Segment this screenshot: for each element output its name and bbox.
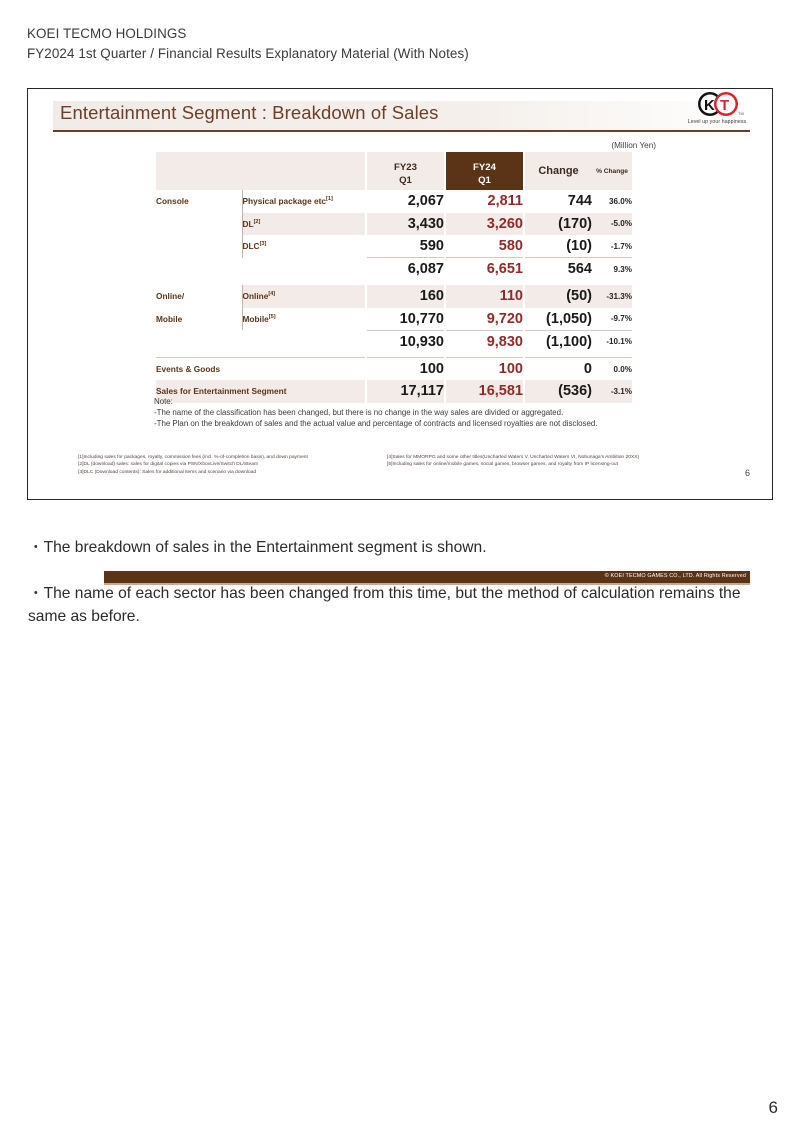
table-header-row [156,152,632,190]
row-change-value: (50) [524,285,592,308]
notes-block [154,396,597,430]
row-item-footnote-marker: [5] [268,313,276,320]
document-subtitle: FY2024 1st Quarter / Financial Results Explanatory Material (With Notes) [27,46,469,61]
footnotes-right [387,454,639,469]
header-fy24 [445,152,524,190]
footnotes-left [78,454,308,476]
table-body [156,190,632,403]
table-row [156,330,632,353]
header-fy23 [366,152,445,190]
table-row [156,235,632,258]
row-fy24-value: 100 [445,358,524,381]
body-commentary [28,536,776,628]
row-fy23-value: 17,117 [366,380,445,403]
row-change-value: 0 [524,358,592,381]
row-pct-change-value: -31.3% [592,285,632,308]
table-row [156,258,632,281]
header-pct-change: % Change [592,152,632,190]
row-item-label: Online [242,291,269,302]
header-fy23-year: FY23 [394,161,417,173]
kt-logo [674,91,760,131]
row-pct-change-value: -9.7% [592,308,632,331]
company-name: KOEI TECMO HOLDINGS [27,26,187,41]
row-item-label: Physical package etc [242,196,326,207]
row-item-footnote-marker: [3] [259,241,267,248]
footnote-line: [5]Including sales for online/mobile games, social games, browser games, and royalty from IP licensing-out [387,462,618,468]
row-fy24-value: 2,811 [445,190,524,213]
row-fy24-value: 580 [445,235,524,258]
footnote-line: [4]Sales for MMORPG and some other titles(Uncharted Waters V, Uncharted Waters VI, Nobunaga's Ambition 20XX) [387,455,640,460]
table-row [156,285,632,308]
row-change-value: (170) [524,213,592,236]
row-fy23-value: 100 [366,358,445,381]
row-category [156,330,242,353]
row-item [242,285,366,308]
table-row [156,213,632,236]
row-fy24-value: 9,720 [445,308,524,331]
svg-text:T: T [720,97,730,114]
footnote-line: [2]DL (download) sales: sales for digital copies via PSN/XboxLive/Switch DL/Steam [78,462,259,468]
header-blank-item [242,152,366,190]
row-item [242,190,366,213]
row-item [242,213,366,236]
commentary-spacer [28,559,776,582]
row-change-value: 744 [524,190,592,213]
svg-text:K: K [704,97,715,114]
row-fy23-value: 2,067 [366,190,445,213]
row-pct-change-value: 0.0% [592,358,632,381]
row-fy23-value: 6,087 [366,258,445,281]
row-item [242,235,366,258]
slide-page-number: 6 [744,468,750,478]
notes-label: Note: [154,397,173,406]
row-pct-change-value: -1.7% [592,235,632,258]
row-fy24-value: 16,581 [445,380,524,403]
table-row [156,308,632,331]
row-fy24-value: 3,260 [445,213,524,236]
slide-title: Entertainment Segment : Breakdown of Sales [60,102,439,123]
page-number: 6 [768,1098,778,1117]
row-fy23-value: 10,770 [366,308,445,331]
row-category [156,258,242,281]
row-fy23-value: 10,930 [366,330,445,353]
row-category: Sales for Entertainment Segment [156,380,366,403]
row-item-label: Mobile [242,313,269,324]
row-fy23-value: 590 [366,235,445,258]
unit-label: (Million Yen) [611,141,656,150]
document-header [27,24,469,64]
row-item [242,258,366,281]
row-fy23-value: 160 [366,285,445,308]
row-item [242,330,366,353]
row-pct-change-value: -5.0% [592,213,632,236]
notes-line-2: -The Plan on the breakdown of sales and the actual value and percentage of contracts and licensed royalties are not disclosed. [154,419,598,429]
title-underline [53,130,750,132]
row-fy24-value: 6,651 [445,258,524,281]
row-item-label: DL [242,218,254,229]
footnote-line: [3]DLC (Download contents): Sales for additional items and scenario via download [78,469,257,475]
row-pct-change-value: -10.1% [592,330,632,353]
row-pct-change-value: 9.3% [592,258,632,281]
row-change-value: (1,100) [524,330,592,353]
row-item-footnote-marker: [2] [253,218,261,225]
header-blank-category [156,152,242,190]
row-category: Events & Goods [156,358,366,381]
sales-breakdown-table [156,152,632,403]
row-fy24-value: 110 [445,285,524,308]
row-fy24-value: 9,830 [445,330,524,353]
row-pct-change-value: -3.1% [592,380,632,403]
row-category [156,213,242,236]
header-change: Change [524,152,592,190]
row-change-value: (10) [524,235,592,258]
row-change-value: (1,050) [524,308,592,331]
row-item-footnote-marker: [1] [325,196,333,203]
row-item [242,308,366,331]
row-category: Online/ [156,285,242,308]
copyright-text: © KOEI TECMO GAMES CO., LTD. All Rights Reserved [604,572,746,579]
table-row [156,358,632,381]
svg-text:TM: TM [738,111,744,116]
row-pct-change-value: 36.0% [592,190,632,213]
row-category: Mobile [156,308,242,331]
kt-logo-tagline: Level up your happiness [687,119,747,125]
notes-line-1: -The name of the classification has been changed, but there is no change in the way sales are divided or aggregated. [154,408,564,418]
row-category: Console [156,190,242,213]
row-change-value: (536) [524,380,592,403]
commentary-bullet-2: ・The name of each sector has been changed from this time, but the method of calculation remains the same as before. [28,585,741,625]
table-row [156,190,632,213]
row-category [156,235,242,258]
header-fy23-quarter: Q1 [399,174,412,186]
row-fy23-value: 3,430 [366,213,445,236]
row-item-footnote-marker: [4] [268,291,276,298]
header-fy24-quarter: Q1 [478,174,491,186]
header-fy24-year: FY24 [473,161,496,173]
row-item-label: DLC [242,241,260,252]
commentary-bullet-1: ・The breakdown of sales in the Entertainment segment is shown. [28,539,487,556]
row-change-value: 564 [524,258,592,281]
footnote-line: [1]Including sales for packages, royalty, commission fees (incl. %-of-completion basis), and down payment [78,455,308,460]
kt-logo-mark [692,91,744,118]
